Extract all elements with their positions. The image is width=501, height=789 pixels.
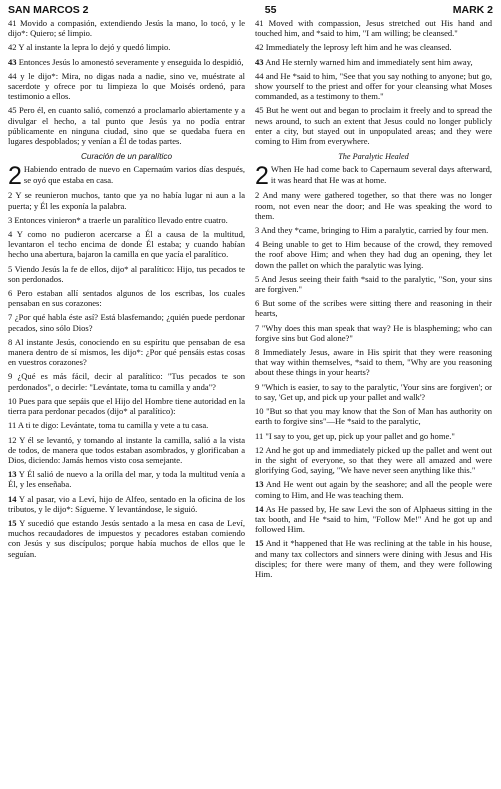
verse — [255, 431, 492, 441]
verse-text: Y sucedió que estando Jesús sentado a la mesa en casa de Leví, muchos recaudadores de impuestos y pecadores estaban comiendo con Jesús y sus discípulos; porque había muchos de ellos que le seguían. — [8, 517, 245, 559]
verse-text: And He sternly warned him and immediately sent him away, — [265, 56, 473, 67]
verse-number: 13 — [255, 479, 264, 490]
verse-text: Viendo Jesús la fe de ellos, dijo* al paralítico: Hijo, tus pecados te son perdonados. — [8, 263, 245, 284]
verse — [8, 57, 245, 67]
verse — [8, 42, 245, 52]
verse-number: 12 — [255, 444, 264, 455]
verse-text: And many were gathered together, so that there was no longer room, not even near the door; and He was speaking the word to them. — [255, 190, 492, 221]
verse-number: 6 — [255, 298, 260, 309]
section-heading: The Paralytic Healed — [338, 152, 409, 162]
columns — [8, 18, 493, 583]
verse-number: 9 — [8, 371, 13, 382]
verse-text: And Jesus seeing their faith *said to the paralytic, "Son, your sins are forgiven." — [255, 273, 492, 295]
verse-number: 6 — [8, 288, 13, 299]
verse — [8, 229, 245, 260]
verse-number: 2 — [255, 190, 260, 201]
verse — [255, 71, 492, 102]
verse-text: Being unable to get to Him because of the crowd, they removed the roof above Him; and when they had dug an opening, they let down the pallet on which the paralytic was lying. — [255, 239, 492, 270]
verse-number: 11 — [8, 420, 17, 431]
verse — [255, 239, 492, 270]
verse — [8, 312, 245, 332]
verse-text: Y al pasar, vio a Leví, hijo de Alfeo, sentado en la oficina de los tributos, y le dijo*: Sígueme. Y levantándose, le siguió. — [8, 493, 245, 514]
verse — [255, 57, 492, 67]
verse-text: Al instante Jesús, conociendo en su espíritu que pensaban de esa manera dentro de sí mismos, les dijo*: ¿Por qué pensáis estas cosas en vuestros corazones? — [8, 336, 245, 368]
verse-text: A ti te digo: Levántate, toma tu camilla y vete a tu casa. — [17, 420, 209, 431]
verse-number: 3 — [8, 214, 13, 225]
verse-number: 14 — [8, 493, 17, 504]
spanish-column — [8, 18, 245, 583]
verse-number: 5 — [8, 263, 13, 274]
verse — [8, 18, 245, 38]
verse-text: Movido a compasión, extendiendo Jesús la mano, lo tocó, y le dijo*: Quiero; sé limpio. — [8, 18, 245, 39]
verse-text: and He *said to him, "See that you say nothing to anyone; but go, show yourself to the priest and offer for your cleansing what Moses commanded, as a testimony to them." — [255, 70, 493, 102]
verse-number: 5 — [255, 273, 260, 284]
verse-number: 10 — [255, 406, 264, 417]
verse-text: When He had come back to Capernaum several days afterward, it was heard that He was at home. — [270, 164, 492, 185]
verse — [255, 298, 492, 318]
verse-number: 43 — [8, 56, 17, 67]
verse-number: 4 — [8, 229, 13, 240]
verse-number: 15 — [8, 517, 17, 528]
verse-text: Pero él, en cuanto salió, comenzó a proclamarlo abiertamente y a divulgar el hecho, a tal punto que Jesús ya no podía entrar públicamente en ninguna ciudad, sino que se quedaba fuera en lugares despoblados; y venían a Él de todas partes. — [8, 105, 245, 147]
verse-number: 8 — [8, 336, 13, 347]
verse-number: 41 — [255, 18, 264, 28]
verse — [255, 105, 492, 146]
verse — [8, 71, 245, 102]
english-column — [255, 18, 492, 583]
verse-number: 15 — [255, 538, 264, 549]
verse-text: ¿Por qué habla éste así? Está blasfemando; ¿quién puede perdonar pecados, sino sólo Dios? — [8, 312, 245, 333]
verse-text: Y como no pudieron acercarse a Él a causa de la multitud, levantaron el techo encima de donde Él estaba; y cuando habían hecho una abertura, bajaron la camilla en que yacía el paralítico. — [8, 229, 245, 260]
chapter-number: 2 — [8, 164, 22, 187]
verse — [8, 469, 245, 489]
verse-text: And he got up and immediately picked up the pallet and went out in the sight of everyone, so that they were all amazed and were glorifying God, saying, "We have never seen anything like this." — [255, 444, 492, 476]
verse — [255, 347, 492, 378]
verse-text: Immediately Jesus, aware in His spirit that they were reasoning that way within themselves, *said to them, "Why are you reasoning about these things in your hearts? — [255, 347, 493, 378]
verse-number: 11 — [255, 430, 264, 441]
verse-text: Y Él salió de nuevo a la orilla del mar, y toda la multitud venía a Él, y les enseñaba. — [8, 469, 245, 490]
verse — [8, 215, 245, 225]
verse-number: 14 — [255, 503, 264, 514]
verse — [8, 420, 245, 430]
verse-number: 7 — [8, 312, 13, 323]
verse-number: 8 — [255, 347, 260, 358]
verse-number: 44 — [8, 70, 17, 81]
verse — [255, 190, 492, 221]
chapter-number: 2 — [255, 164, 269, 187]
verse-number: 42 — [255, 42, 264, 53]
verse-text: Y él se levantó, y tomando al instante la camilla, salió a la vista de todos, de manera que todos estaban asombrados, y glorificaban a Dios, diciendo: Jamás hemos visto cosa semejante. — [8, 434, 245, 465]
verse-text: Habiendo entrado de nuevo en Capernaúm varios días después, se oyó que estaba en casa. — [23, 164, 245, 185]
verse — [255, 538, 492, 579]
verse-text: "But so that you may know that the Son of Man has authority on earth to forgive sins"—He *said to the paralytic, — [255, 406, 493, 427]
chapter-first-verse — [8, 164, 245, 186]
verse-number: 2 — [8, 190, 13, 201]
verse-number: 41 — [8, 18, 17, 28]
verse-number: 44 — [255, 70, 264, 81]
verse-text: y le dijo*: Mira, no digas nada a nadie, sino ve, muéstrate al sacerdote y ofrece por tu limpieza lo que Moisés ordenó, para testimonio a ellos. — [8, 70, 245, 102]
verse — [8, 264, 245, 284]
header-left-title: SAN MARCOS 2 — [8, 4, 89, 16]
verse — [8, 190, 245, 210]
verse-number: 13 — [8, 469, 17, 480]
header-right-title: MARK 2 — [452, 4, 493, 16]
verse — [8, 518, 245, 559]
verse — [255, 445, 492, 476]
verse-text: Y se reunieron muchos, tanto que ya no había lugar ni aun a la puerta; y Él les exponía la palabra. — [8, 190, 245, 211]
verse-text: Entonces vinieron* a traerle un paralítico llevado entre cuatro. — [14, 214, 228, 225]
verse-number: 3 — [255, 225, 260, 236]
verse-number: 45 — [8, 105, 17, 116]
verse — [8, 288, 245, 308]
verse — [255, 274, 492, 294]
verse-text: "Why does this man speak that way? He is blaspheming; who can forgive sins but God alone?" — [255, 322, 492, 343]
verse — [8, 371, 245, 391]
verse — [8, 105, 245, 146]
verse — [255, 323, 492, 343]
chapter-first-verse — [255, 164, 492, 186]
verse — [255, 225, 492, 235]
verse-text: Immediately the leprosy left him and he was cleansed. — [265, 42, 452, 53]
verse-text: Pero estaban allí sentados algunos de los escribas, los cuales pensaban en sus corazones: — [8, 288, 245, 309]
verse-text: But he went out and began to proclaim it freely and to spread the news around, to such an extent that Jesus could no longer publicly enter a city, but stayed out in unpopulated areas; and they were coming to Him from everywhere. — [255, 105, 492, 147]
verse-text: Y al instante la lepra lo dejó y quedó limpio. — [18, 42, 171, 53]
verse — [8, 435, 245, 466]
verse-text: As He passed by, He saw Levi the son of Alphaeus sitting in the tax booth, and He *said to him, "Follow Me!" And he got up and followed Him. — [255, 503, 493, 535]
verse — [255, 42, 492, 52]
verse-text: And they *came, bringing to Him a paralytic, carried by four men. — [260, 225, 489, 236]
verse-number: 9 — [255, 381, 260, 392]
verse-number: 10 — [8, 395, 17, 406]
page-number: 55 — [264, 4, 277, 16]
verse — [8, 396, 245, 416]
verse-text: Entonces Jesús lo amonestó severamente y enseguida lo despidió, — [18, 56, 244, 67]
verse-text: But some of the scribes were sitting there and reasoning in their hearts, — [255, 298, 493, 319]
verse — [255, 18, 492, 38]
verse-text: And it *happened that He was reclining at the table in his house, and many tax collectors and sinners were dining with Jesus and His disciples; for there were many of them, and they were following Him. — [255, 538, 493, 579]
verse-text: ¿Qué es más fácil, decir al paralítico: "Tus pecados te son perdonados", o decirle: "Levántate, toma tu camilla y anda"? — [8, 371, 245, 392]
verse — [8, 337, 245, 368]
verse-text: "Which is easier, to say to the paralytic, 'Your sins are forgiven'; or to say, 'Get up, and pick up your pallet and walk'? — [255, 381, 492, 402]
page-header — [8, 4, 493, 17]
verse — [8, 494, 245, 514]
verse-number: 12 — [8, 434, 17, 445]
verse — [255, 479, 492, 499]
section-heading: Curación de un paralítico — [80, 152, 173, 162]
verse-number: 7 — [255, 322, 260, 333]
verse-text: Moved with compassion, Jesus stretched out His hand and touched him, and *said to him, "I am willing; be cleansed." — [255, 18, 493, 39]
verse-text: Pues para que sepáis que el Hijo del Hombre tiene autoridad en la tierra para perdonar pecados (dijo* al paralítico): — [8, 395, 246, 417]
verse-number: 4 — [255, 239, 260, 250]
verse — [255, 406, 492, 426]
verse-number: 43 — [255, 56, 264, 67]
verse-text: "I say to you, get up, pick up your pallet and go home." — [265, 430, 455, 441]
verse-number: 42 — [8, 42, 17, 53]
verse — [255, 504, 492, 535]
verse-number: 45 — [255, 105, 264, 116]
verse-text: And He went out again by the seashore; and all the people were coming to Him, and He was teaching them. — [255, 479, 492, 500]
verse — [255, 382, 492, 402]
